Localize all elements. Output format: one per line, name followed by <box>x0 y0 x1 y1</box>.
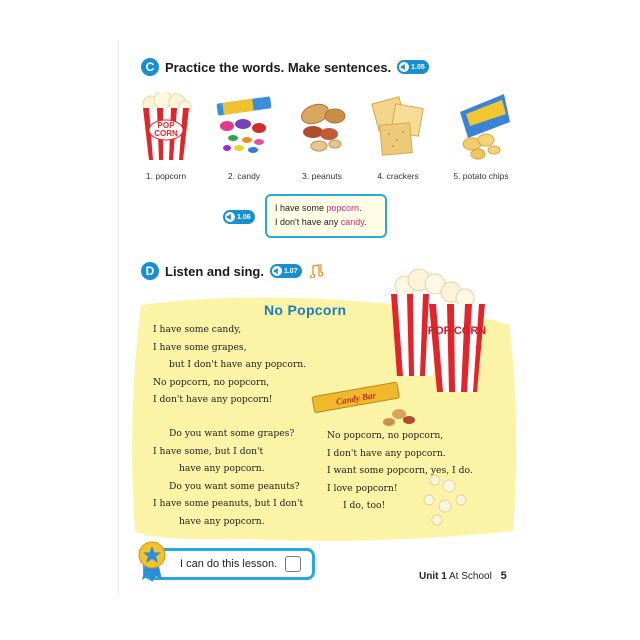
vocab-label: 3. peanuts <box>302 171 342 181</box>
section-d-title: Listen and sing. <box>165 263 264 279</box>
peanuts-icon <box>291 92 353 162</box>
song-title: No Popcorn <box>264 302 347 318</box>
audio-track-1-05[interactable]: 1.05 <box>397 60 429 74</box>
crackers-icon <box>367 92 429 162</box>
speaker-icon <box>399 62 409 72</box>
section-c-badge: C <box>141 58 159 76</box>
can-do-text: I can do this lesson. <box>180 558 278 570</box>
vocab-label: 4. crackers <box>377 171 419 181</box>
potato-chips-icon <box>450 92 512 162</box>
svg-text:POP: POP <box>157 121 175 130</box>
vocab-item-peanuts <box>287 92 357 181</box>
page-number: 5 <box>500 570 507 582</box>
song-verse-2: Do you want some grapes? I have some, but I don't have any popcorn. Do you want some peanuts? I have some peanuts, but I don't have any popcorn. <box>153 428 304 527</box>
popcorn-box-label: POP CORN <box>427 325 487 337</box>
candy-icon <box>213 92 275 162</box>
vocab-item-potato-chips <box>441 92 521 181</box>
example-line-2: I don't have any candy. <box>275 217 367 227</box>
music-notes-icon <box>308 264 324 278</box>
section-d-badge: D <box>141 262 159 280</box>
audio-track-1-06[interactable]: 1.06 <box>223 210 255 224</box>
page-footer <box>419 570 507 582</box>
vocab-item-popcorn <box>131 92 201 181</box>
can-do-checkbox[interactable] <box>285 556 301 572</box>
footer-topic: At School <box>449 571 492 582</box>
popcorn-box-icon <box>135 92 197 162</box>
song-verse-3: No popcorn, no popcorn, I don't have any popcorn. I want some popcorn, yes, I do. I love popcorn! I do, too! <box>327 430 473 511</box>
textbook-page <box>118 40 522 595</box>
svg-text:CORN: CORN <box>154 129 178 138</box>
example-sentences-box <box>265 194 387 238</box>
vocab-label: 1. popcorn <box>145 171 187 181</box>
section-c-title: Practice the words. Make sentences. <box>165 59 392 75</box>
speaker-icon <box>225 212 235 222</box>
vocab-item-crackers <box>363 92 433 181</box>
medal-icon <box>137 540 167 582</box>
vocab-item-candy <box>209 92 279 181</box>
can-do-box <box>143 548 315 580</box>
vocab-label: 2. candy <box>227 171 261 181</box>
speaker-icon <box>272 266 282 276</box>
section-c-header <box>141 58 429 76</box>
audio-track-1-07[interactable]: 1.07 <box>270 264 302 278</box>
candy-bar-label: Candy Bar <box>335 389 377 407</box>
footer-unit: Unit 1 <box>419 571 447 582</box>
song-verse-1: I have some candy, I have some grapes, but I don't have any popcorn. No popcorn, no popcorn, I don't have any popcorn! <box>153 324 307 405</box>
section-d-header <box>141 262 324 280</box>
candy-bar-illustration <box>309 378 419 428</box>
vocab-label: 5. potato chips <box>453 171 509 181</box>
example-line-1: I have some popcorn. <box>275 203 362 213</box>
